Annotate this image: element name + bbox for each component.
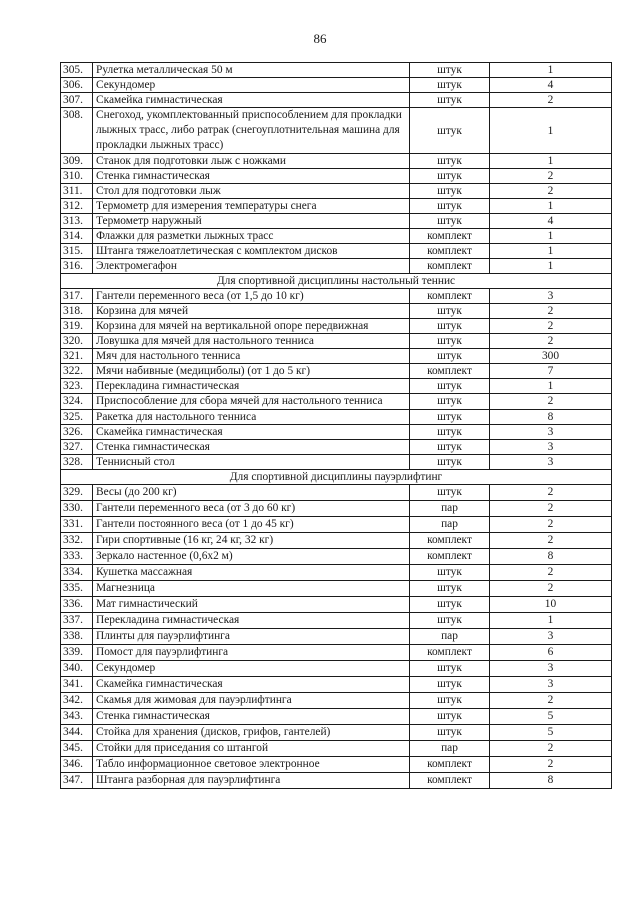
item-name-cell: Мячи набивные (медициболы) (от 1 до 5 кг) bbox=[93, 364, 410, 379]
table-row bbox=[61, 319, 612, 334]
table-row bbox=[61, 757, 612, 773]
item-name-cell: Мат гимнастический bbox=[93, 597, 410, 613]
unit-cell: штук bbox=[410, 709, 490, 725]
quantity-cell: 2 bbox=[490, 334, 612, 349]
unit-cell: комплект bbox=[410, 244, 490, 259]
table-row bbox=[61, 244, 612, 259]
table-row bbox=[61, 533, 612, 549]
section-title: Для спортивной дисциплины настольный теннис bbox=[61, 274, 612, 289]
row-number-cell: 308. bbox=[61, 108, 93, 154]
quantity-cell: 2 bbox=[490, 533, 612, 549]
row-number-cell: 317. bbox=[61, 289, 93, 304]
table-row bbox=[61, 229, 612, 244]
row-number-cell: 334. bbox=[61, 565, 93, 581]
row-number-cell: 328. bbox=[61, 455, 93, 470]
table-row bbox=[61, 549, 612, 565]
unit-cell: штук bbox=[410, 661, 490, 677]
table-row bbox=[61, 455, 612, 470]
unit-cell: штук bbox=[410, 214, 490, 229]
item-name-cell: Стенка гимнастическая bbox=[93, 440, 410, 455]
unit-cell: штук bbox=[410, 93, 490, 108]
quantity-cell: 1 bbox=[490, 613, 612, 629]
table-row bbox=[61, 214, 612, 229]
quantity-cell: 1 bbox=[490, 259, 612, 274]
quantity-cell: 2 bbox=[490, 394, 612, 410]
item-name-cell: Скамья для жимовая для пауэрлифтинга bbox=[93, 693, 410, 709]
row-number-cell: 309. bbox=[61, 154, 93, 169]
quantity-cell: 5 bbox=[490, 709, 612, 725]
quantity-cell: 2 bbox=[490, 184, 612, 199]
row-number-cell: 341. bbox=[61, 677, 93, 693]
item-name-cell: Термометр для измерения температуры снега bbox=[93, 199, 410, 214]
unit-cell: штук bbox=[410, 334, 490, 349]
item-name-cell: Рулетка металлическая 50 м bbox=[93, 63, 410, 78]
unit-cell: пар bbox=[410, 629, 490, 645]
item-name-cell: Гантели переменного веса (от 1,5 до 10 кг) bbox=[93, 289, 410, 304]
quantity-cell: 2 bbox=[490, 319, 612, 334]
row-number-cell: 321. bbox=[61, 349, 93, 364]
item-name-cell: Стол для подготовки лыж bbox=[93, 184, 410, 199]
quantity-cell: 2 bbox=[490, 501, 612, 517]
unit-cell: штук bbox=[410, 394, 490, 410]
unit-cell: штук bbox=[410, 63, 490, 78]
item-name-cell: Скамейка гимнастическая bbox=[93, 677, 410, 693]
table-row bbox=[61, 394, 612, 410]
item-name-cell: Магнезница bbox=[93, 581, 410, 597]
quantity-cell: 3 bbox=[490, 455, 612, 470]
table-row bbox=[61, 93, 612, 108]
table-row bbox=[61, 289, 612, 304]
item-name-cell: Скамейка гимнастическая bbox=[93, 93, 410, 108]
quantity-cell: 3 bbox=[490, 425, 612, 440]
unit-cell: пар bbox=[410, 517, 490, 533]
unit-cell: комплект bbox=[410, 364, 490, 379]
row-number-cell: 310. bbox=[61, 169, 93, 184]
quantity-cell: 3 bbox=[490, 289, 612, 304]
row-number-cell: 318. bbox=[61, 304, 93, 319]
item-name-cell: Секундомер bbox=[93, 661, 410, 677]
unit-cell: комплект bbox=[410, 549, 490, 565]
equipment-table bbox=[60, 62, 612, 789]
unit-cell: штук bbox=[410, 184, 490, 199]
item-name-cell: Приспособление для сбора мячей для настольного тенниса bbox=[93, 394, 410, 410]
unit-cell: штук bbox=[410, 304, 490, 319]
unit-cell: комплект bbox=[410, 289, 490, 304]
unit-cell: штук bbox=[410, 319, 490, 334]
quantity-cell: 2 bbox=[490, 304, 612, 319]
quantity-cell: 2 bbox=[490, 565, 612, 581]
quantity-cell: 3 bbox=[490, 440, 612, 455]
item-name-cell: Стойка для хранения (дисков, грифов, гантелей) bbox=[93, 725, 410, 741]
quantity-cell: 1 bbox=[490, 379, 612, 394]
row-number-cell: 323. bbox=[61, 379, 93, 394]
row-number-cell: 314. bbox=[61, 229, 93, 244]
row-number-cell: 316. bbox=[61, 259, 93, 274]
item-name-cell: Ловушка для мячей для настольного тенниса bbox=[93, 334, 410, 349]
quantity-cell: 8 bbox=[490, 773, 612, 789]
unit-cell: комплект bbox=[410, 773, 490, 789]
quantity-cell: 3 bbox=[490, 661, 612, 677]
item-name-cell: Штанга разборная для пауэрлифтинга bbox=[93, 773, 410, 789]
table-row bbox=[61, 693, 612, 709]
unit-cell: штук bbox=[410, 613, 490, 629]
quantity-cell: 2 bbox=[490, 757, 612, 773]
item-name-cell: Корзина для мячей bbox=[93, 304, 410, 319]
item-name-cell: Корзина для мячей на вертикальной опоре передвижная bbox=[93, 319, 410, 334]
quantity-cell: 10 bbox=[490, 597, 612, 613]
quantity-cell: 4 bbox=[490, 78, 612, 93]
quantity-cell: 3 bbox=[490, 677, 612, 693]
item-name-cell: Перекладина гимнастическая bbox=[93, 613, 410, 629]
item-name-cell: Стенка гимнастическая bbox=[93, 169, 410, 184]
row-number-cell: 346. bbox=[61, 757, 93, 773]
row-number-cell: 322. bbox=[61, 364, 93, 379]
quantity-cell: 2 bbox=[490, 93, 612, 108]
row-number-cell: 342. bbox=[61, 693, 93, 709]
table-row bbox=[61, 661, 612, 677]
unit-cell: штук bbox=[410, 693, 490, 709]
table-row bbox=[61, 78, 612, 93]
item-name-cell: Скамейка гимнастическая bbox=[93, 425, 410, 440]
unit-cell: комплект bbox=[410, 229, 490, 244]
equipment-table-body bbox=[61, 63, 612, 789]
table-row bbox=[61, 581, 612, 597]
row-number-cell: 343. bbox=[61, 709, 93, 725]
quantity-cell: 1 bbox=[490, 154, 612, 169]
unit-cell: пар bbox=[410, 501, 490, 517]
section-title: Для спортивной дисциплины пауэрлифтинг bbox=[61, 470, 612, 485]
unit-cell: штук bbox=[410, 199, 490, 214]
table-row bbox=[61, 259, 612, 274]
table-row bbox=[61, 565, 612, 581]
quantity-cell: 1 bbox=[490, 229, 612, 244]
table-row bbox=[61, 364, 612, 379]
table-row bbox=[61, 597, 612, 613]
item-name-cell: Табло информационное световое электронное bbox=[93, 757, 410, 773]
row-number-cell: 315. bbox=[61, 244, 93, 259]
row-number-cell: 307. bbox=[61, 93, 93, 108]
table-row bbox=[61, 773, 612, 789]
item-name-cell: Гири спортивные (16 кг, 24 кг, 32 кг) bbox=[93, 533, 410, 549]
item-name-cell: Перекладина гимнастическая bbox=[93, 379, 410, 394]
table-row bbox=[61, 425, 612, 440]
item-name-cell: Флажки для разметки лыжных трасс bbox=[93, 229, 410, 244]
table-row bbox=[61, 677, 612, 693]
unit-cell: комплект bbox=[410, 757, 490, 773]
item-name-cell: Стенка гимнастическая bbox=[93, 709, 410, 725]
row-number-cell: 344. bbox=[61, 725, 93, 741]
item-name-cell: Гантели переменного веса (от 3 до 60 кг) bbox=[93, 501, 410, 517]
row-number-cell: 330. bbox=[61, 501, 93, 517]
row-number-cell: 331. bbox=[61, 517, 93, 533]
row-number-cell: 326. bbox=[61, 425, 93, 440]
table-row bbox=[61, 410, 612, 425]
row-number-cell: 347. bbox=[61, 773, 93, 789]
quantity-cell: 1 bbox=[490, 63, 612, 78]
unit-cell: штук bbox=[410, 154, 490, 169]
quantity-cell: 2 bbox=[490, 741, 612, 757]
row-number-cell: 320. bbox=[61, 334, 93, 349]
item-name-cell: Плинты для пауэрлифтинга bbox=[93, 629, 410, 645]
quantity-cell: 300 bbox=[490, 349, 612, 364]
item-name-cell: Помост для пауэрлифтинга bbox=[93, 645, 410, 661]
quantity-cell: 2 bbox=[490, 693, 612, 709]
table-row bbox=[61, 485, 612, 501]
table-row bbox=[61, 334, 612, 349]
unit-cell: комплект bbox=[410, 259, 490, 274]
item-name-cell: Снегоход, укомплектованный приспособлением для прокладки лыжных трасс, либо ратрак (снегоуплотнительная машина для прокладки лыжных трасс) bbox=[93, 108, 410, 154]
row-number-cell: 338. bbox=[61, 629, 93, 645]
unit-cell: комплект bbox=[410, 533, 490, 549]
unit-cell: пар bbox=[410, 741, 490, 757]
item-name-cell: Гантели постоянного веса (от 1 до 45 кг) bbox=[93, 517, 410, 533]
unit-cell: штук bbox=[410, 410, 490, 425]
unit-cell: штук bbox=[410, 455, 490, 470]
section-header-row bbox=[61, 274, 612, 289]
row-number-cell: 339. bbox=[61, 645, 93, 661]
unit-cell: штук bbox=[410, 379, 490, 394]
quantity-cell: 8 bbox=[490, 410, 612, 425]
row-number-cell: 333. bbox=[61, 549, 93, 565]
item-name-cell: Электромегафон bbox=[93, 259, 410, 274]
item-name-cell: Теннисный стол bbox=[93, 455, 410, 470]
quantity-cell: 2 bbox=[490, 485, 612, 501]
unit-cell: комплект bbox=[410, 645, 490, 661]
unit-cell: штук bbox=[410, 565, 490, 581]
unit-cell: штук bbox=[410, 440, 490, 455]
table-row bbox=[61, 613, 612, 629]
item-name-cell: Кушетка массажная bbox=[93, 565, 410, 581]
section-header-row bbox=[61, 470, 612, 485]
unit-cell: штук bbox=[410, 169, 490, 184]
table-row bbox=[61, 154, 612, 169]
item-name-cell: Мяч для настольного тенниса bbox=[93, 349, 410, 364]
table-row bbox=[61, 629, 612, 645]
table-row bbox=[61, 501, 612, 517]
row-number-cell: 327. bbox=[61, 440, 93, 455]
row-number-cell: 332. bbox=[61, 533, 93, 549]
unit-cell: штук bbox=[410, 108, 490, 154]
table-row bbox=[61, 709, 612, 725]
page-number: 86 bbox=[313, 31, 327, 46]
quantity-cell: 8 bbox=[490, 549, 612, 565]
quantity-cell: 3 bbox=[490, 629, 612, 645]
table-row bbox=[61, 725, 612, 741]
table-row bbox=[61, 199, 612, 214]
quantity-cell: 2 bbox=[490, 517, 612, 533]
quantity-cell: 2 bbox=[490, 581, 612, 597]
unit-cell: штук bbox=[410, 349, 490, 364]
item-name-cell: Штанга тяжелоатлетическая с комплектом дисков bbox=[93, 244, 410, 259]
row-number-cell: 306. bbox=[61, 78, 93, 93]
row-number-cell: 336. bbox=[61, 597, 93, 613]
row-number-cell: 324. bbox=[61, 394, 93, 410]
quantity-cell: 1 bbox=[490, 199, 612, 214]
quantity-cell: 7 bbox=[490, 364, 612, 379]
unit-cell: штук bbox=[410, 78, 490, 93]
row-number-cell: 329. bbox=[61, 485, 93, 501]
unit-cell: штук bbox=[410, 581, 490, 597]
unit-cell: штук bbox=[410, 677, 490, 693]
item-name-cell: Станок для подготовки лыж с ножками bbox=[93, 154, 410, 169]
row-number-cell: 340. bbox=[61, 661, 93, 677]
row-number-cell: 312. bbox=[61, 199, 93, 214]
unit-cell: штук bbox=[410, 597, 490, 613]
table-row bbox=[61, 645, 612, 661]
table-row bbox=[61, 304, 612, 319]
table-row bbox=[61, 440, 612, 455]
unit-cell: штук bbox=[410, 425, 490, 440]
table-row bbox=[61, 63, 612, 78]
table-row bbox=[61, 517, 612, 533]
quantity-cell: 6 bbox=[490, 645, 612, 661]
quantity-cell: 1 bbox=[490, 244, 612, 259]
row-number-cell: 337. bbox=[61, 613, 93, 629]
item-name-cell: Весы (до 200 кг) bbox=[93, 485, 410, 501]
table-row bbox=[61, 349, 612, 364]
table-row bbox=[61, 379, 612, 394]
item-name-cell: Секундомер bbox=[93, 78, 410, 93]
row-number-cell: 325. bbox=[61, 410, 93, 425]
row-number-cell: 311. bbox=[61, 184, 93, 199]
row-number-cell: 319. bbox=[61, 319, 93, 334]
table-row bbox=[61, 184, 612, 199]
unit-cell: штук bbox=[410, 725, 490, 741]
quantity-cell: 1 bbox=[490, 108, 612, 154]
item-name-cell: Термометр наружный bbox=[93, 214, 410, 229]
table-row bbox=[61, 169, 612, 184]
row-number-cell: 335. bbox=[61, 581, 93, 597]
quantity-cell: 5 bbox=[490, 725, 612, 741]
quantity-cell: 2 bbox=[490, 169, 612, 184]
item-name-cell: Зеркало настенное (0,6х2 м) bbox=[93, 549, 410, 565]
row-number-cell: 313. bbox=[61, 214, 93, 229]
item-name-cell: Ракетка для настольного тенниса bbox=[93, 410, 410, 425]
row-number-cell: 345. bbox=[61, 741, 93, 757]
unit-cell: штук bbox=[410, 485, 490, 501]
item-name-cell: Стойки для приседания со штангой bbox=[93, 741, 410, 757]
table-row bbox=[61, 741, 612, 757]
row-number-cell: 305. bbox=[61, 63, 93, 78]
quantity-cell: 4 bbox=[490, 214, 612, 229]
table-row bbox=[61, 108, 612, 154]
